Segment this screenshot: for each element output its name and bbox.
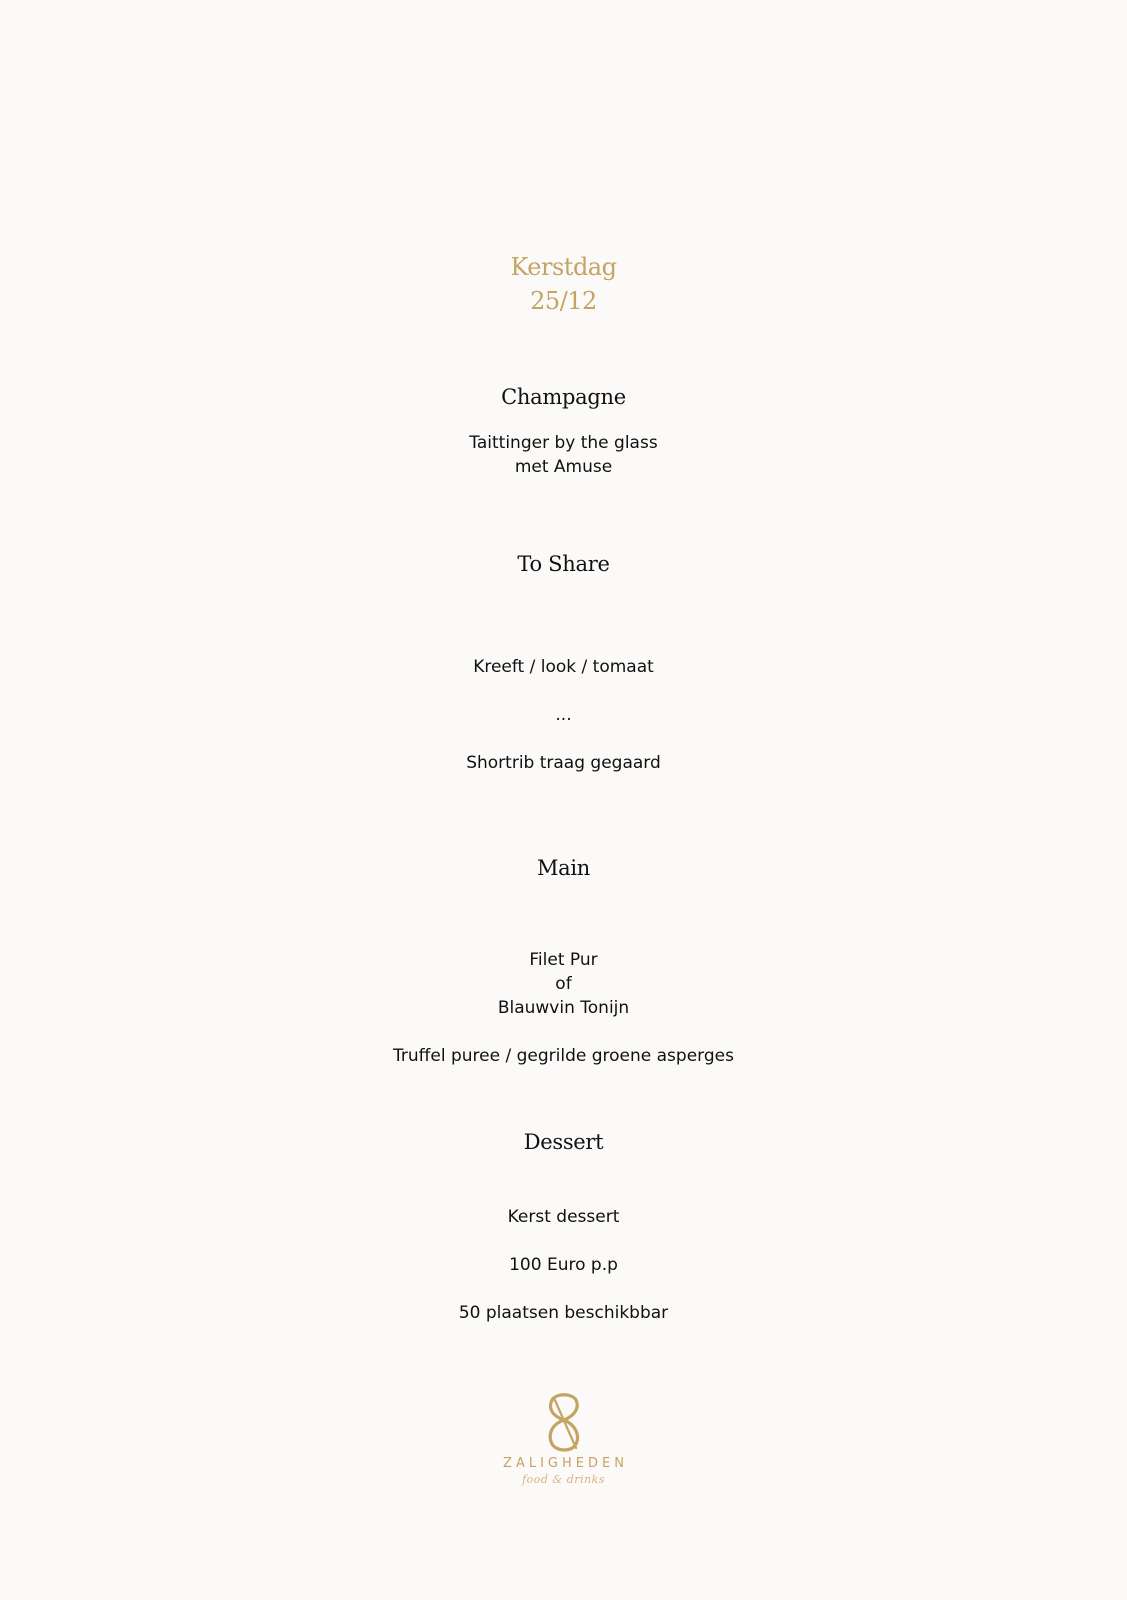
menu-item: Blauwvin Tonijn: [497, 998, 630, 1018]
menu-item: Taittinger by the glass: [469, 433, 658, 453]
brand-wordmark: ZALIGHEDEN: [503, 1456, 628, 1471]
menu-item: Truffel puree / gegrilde groene asperges: [393, 1046, 734, 1066]
menu-title-block: [0, 250, 1127, 318]
infinity-eight-logo-icon: [542, 1390, 586, 1454]
section-heading-to-share: To Share: [517, 552, 610, 576]
menu-item: of: [555, 974, 572, 994]
section-heading-dessert: Dessert: [523, 1130, 604, 1154]
availability-line: 50 plaatsen beschikbbar: [458, 1303, 669, 1323]
price-line: 100 Euro p.p: [509, 1255, 618, 1275]
menu-item-separator: ...: [555, 705, 572, 725]
menu-title: Kerstdag: [510, 253, 617, 281]
menu-item: met Amuse: [514, 457, 613, 477]
brand-tagline: food & drinks: [522, 1473, 605, 1486]
brand-logo: [460, 1390, 667, 1500]
menu-item: Kreeft / look / tomaat: [473, 657, 654, 677]
menu-item: Kerst dessert: [507, 1207, 620, 1227]
menu-item: Shortrib traag gegaard: [466, 753, 661, 773]
menu-item: Filet Pur: [529, 950, 598, 970]
section-heading-main: Main: [536, 856, 591, 880]
section-heading-champagne: Champagne: [501, 385, 626, 409]
menu-date: 25/12: [530, 287, 597, 315]
